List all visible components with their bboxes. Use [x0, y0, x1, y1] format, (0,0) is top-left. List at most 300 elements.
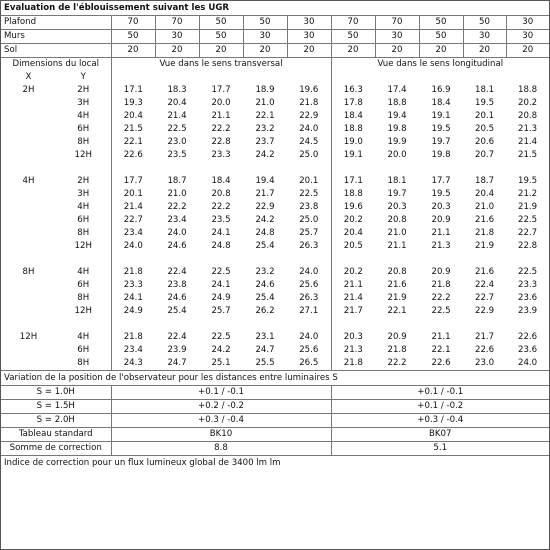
ugr-transversal-value: 21.1: [211, 111, 231, 121]
table-row: [1, 110, 549, 123]
variation-row-transversal: +0.1 / -0.1: [111, 386, 331, 400]
ugr-transversal-value: 23.0: [167, 137, 187, 147]
ugr-longitudinal-value: 19.5: [517, 176, 538, 186]
dimensions-label: Dimensions du local: [1, 58, 111, 72]
ugr-transversal-value: 18.4: [211, 176, 231, 186]
ugr-transversal-value: 19.4: [255, 176, 275, 186]
correction-row: [1, 442, 549, 456]
ugr-longitudinal-value: 20.2: [517, 98, 538, 108]
ugr-longitudinal-value: 19.9: [387, 137, 407, 147]
ugr-transversal-value: 20.0: [211, 98, 231, 108]
ugr-transversal-value: 21.8: [299, 98, 319, 108]
header-value: 30: [506, 30, 549, 44]
ugr-transversal-value: 21.0: [167, 189, 187, 199]
table-row: [1, 136, 549, 149]
ugr-longitudinal-value: 19.5: [474, 98, 495, 108]
ugr-longitudinal-value: 23.9: [517, 306, 538, 316]
room-x: [1, 188, 56, 201]
ugr-transversal-value: 22.5: [211, 332, 231, 342]
ugr-longitudinal-value: 19.6: [331, 201, 375, 214]
ugr-transversal-value: 23.3: [211, 150, 231, 160]
variation-row: [1, 400, 549, 414]
header-value: 20: [199, 44, 243, 58]
header-value: 70: [331, 16, 375, 30]
ugr-transversal-value: 25.4: [255, 293, 275, 303]
ugr-transversal-value: 24.1: [211, 228, 231, 238]
ugr-longitudinal-value: 21.8: [431, 280, 451, 290]
variation-row: [1, 414, 549, 428]
ugr-longitudinal-value: 19.1: [431, 111, 451, 121]
ugr-transversal-value: 23.2: [255, 124, 275, 134]
ugr-longitudinal-value: 22.7: [474, 293, 495, 303]
ugr-transversal-value: 25.5: [255, 358, 275, 368]
ugr-longitudinal-value: 18.7: [474, 176, 495, 186]
ugr-transversal-value: 17.7: [211, 85, 231, 95]
header-row: [1, 30, 549, 44]
ugr-transversal-value: 21.5: [111, 123, 155, 136]
ugr-transversal-value: 18.7: [167, 176, 187, 186]
header-value: 20: [506, 44, 549, 58]
header-value: 20: [331, 44, 375, 58]
room-y: 3H: [77, 98, 90, 108]
ugr-longitudinal-value: 23.6: [517, 293, 538, 303]
ugr-longitudinal-value: 21.3: [331, 344, 375, 357]
ugr-longitudinal-value: 20.8: [387, 215, 407, 225]
variation-row: [1, 386, 549, 400]
variation-row-longitudinal: +0.3 / -0.4: [331, 414, 549, 428]
ugr-longitudinal-value: 21.9: [387, 293, 407, 303]
ugr-longitudinal-value: 18.8: [331, 188, 375, 201]
header-value: 20: [375, 44, 419, 58]
ugr-transversal-value: 21.8: [111, 266, 155, 279]
ugr-transversal-value: 22.1: [111, 136, 155, 149]
ugr-longitudinal-value: 21.0: [474, 202, 495, 212]
table-row: [1, 279, 549, 292]
header-value: 20: [111, 44, 155, 58]
ugr-longitudinal-value: 23.3: [517, 280, 538, 290]
footnote: Indice de correction pour un flux lumineux global de 3400 lm lm: [1, 455, 549, 470]
table-row: [1, 305, 549, 318]
ugr-longitudinal-value: 22.2: [387, 358, 407, 368]
ugr-longitudinal-value: 21.7: [331, 305, 375, 318]
ugr-transversal-value: 22.6: [111, 149, 155, 162]
ugr-longitudinal-value: 20.7: [474, 150, 495, 160]
ugr-longitudinal-value: 20.3: [331, 331, 375, 344]
ugr-transversal-value: 23.5: [211, 215, 231, 225]
ugr-transversal-value: 25.4: [255, 241, 275, 251]
header-value: 50: [419, 16, 463, 30]
ugr-transversal-value: 21.4: [167, 111, 187, 121]
header-value: 30: [375, 30, 419, 44]
ugr-transversal-value: 27.1: [299, 306, 319, 316]
room-y: 12H: [74, 306, 92, 316]
ugr-transversal-value: 20.8: [211, 189, 231, 199]
ugr-longitudinal-value: 19.7: [431, 137, 451, 147]
variation-row-longitudinal: +0.1 / -0.1: [331, 386, 549, 400]
ugr-transversal-value: 24.2: [255, 215, 275, 225]
ugr-longitudinal-value: 22.1: [431, 345, 451, 355]
ugr-transversal-value: 18.3: [167, 85, 187, 95]
transversal-label: Vue dans le sens transversal: [111, 58, 331, 72]
ugr-transversal-value: 25.0: [299, 150, 319, 160]
ugr-longitudinal-value: 20.5: [474, 124, 495, 134]
ugr-longitudinal-value: 21.6: [474, 215, 495, 225]
ugr-longitudinal-value: 19.7: [387, 189, 407, 199]
ugr-transversal-value: 22.5: [167, 124, 187, 134]
ugr-longitudinal-value: 24.0: [517, 358, 538, 368]
ugr-transversal-value: 23.8: [167, 280, 187, 290]
ugr-longitudinal-value: 19.8: [431, 150, 451, 160]
ugr-longitudinal-value: 21.0: [387, 228, 407, 238]
room-x: [1, 110, 56, 123]
room-x: [1, 201, 56, 214]
header-value: 20: [463, 44, 506, 58]
ugr-longitudinal-value: 21.1: [431, 228, 451, 238]
standard-row-transversal: BK10: [111, 428, 331, 442]
table-row: [1, 175, 549, 188]
room-y: 6H: [77, 124, 90, 134]
ugr-longitudinal-value: 21.6: [474, 267, 495, 277]
room-x: [1, 279, 56, 292]
ugr-transversal-value: 22.4: [167, 267, 187, 277]
room-x: [1, 97, 56, 110]
ugr-transversal-value: 22.5: [211, 267, 231, 277]
spacer-row: [1, 318, 549, 331]
table-row: [1, 188, 549, 201]
room-y: 6H: [77, 280, 90, 290]
ugr-transversal-value: 21.7: [255, 189, 275, 199]
header-row-label: Plafond: [4, 17, 37, 27]
ugr-transversal-value: 22.1: [255, 111, 275, 121]
ugr-longitudinal-value: 21.2: [517, 189, 538, 199]
ugr-transversal-value: 22.2: [167, 202, 187, 212]
ugr-transversal-value: 23.2: [255, 267, 275, 277]
ugr-transversal-value: 26.3: [299, 293, 319, 303]
ugr-transversal-value: 26.5: [299, 358, 319, 368]
ugr-transversal-value: 24.0: [299, 332, 319, 342]
ugr-transversal-value: 24.7: [167, 358, 187, 368]
room-y: 6H: [77, 215, 90, 225]
ugr-longitudinal-value: 20.3: [431, 202, 451, 212]
ugr-longitudinal-value: 19.5: [431, 189, 451, 199]
ugr-transversal-value: 22.2: [211, 202, 231, 212]
room-y: 6H: [77, 345, 90, 355]
ugr-longitudinal-value: 20.2: [331, 214, 375, 227]
standard-row-longitudinal: BK07: [331, 428, 549, 442]
header-value: 50: [199, 30, 243, 44]
ugr-longitudinal-value: 22.9: [474, 306, 495, 316]
header-row: [1, 44, 549, 58]
sheet-title: Evaluation de l'éblouissement suivant les UGR: [1, 1, 549, 16]
ugr-transversal-value: 22.8: [211, 137, 231, 147]
ugr-transversal-value: 24.9: [211, 293, 231, 303]
ugr-longitudinal-value: 16.9: [431, 85, 451, 95]
ugr-longitudinal-value: 19.1: [331, 149, 375, 162]
ugr-longitudinal-value: 22.1: [387, 306, 407, 316]
variation-row-label: S = 2.0H: [1, 414, 111, 428]
header-row-label: Sol: [1, 44, 111, 58]
ugr-transversal-value: 23.8: [299, 202, 319, 212]
ugr-longitudinal-value: 21.3: [517, 124, 538, 134]
room-y: 8H: [77, 228, 90, 238]
room-x: [1, 214, 56, 227]
room-y: 2H: [77, 176, 90, 186]
ugr-transversal-value: 24.8: [255, 228, 275, 238]
room-y: 4H: [77, 267, 90, 277]
room-y: 3H: [77, 189, 90, 199]
table-row: [1, 331, 549, 344]
ugr-transversal-value: 21.0: [255, 98, 275, 108]
ugr-longitudinal-value: 20.8: [517, 111, 538, 121]
correction-row-label: Somme de correction: [1, 442, 111, 456]
header-value: 30: [463, 30, 506, 44]
table-row: [1, 123, 549, 136]
ugr-transversal-value: 25.6: [299, 280, 319, 290]
table-row: [1, 292, 549, 305]
ugr-transversal-value: 23.5: [167, 150, 187, 160]
standard-row-label: Tableau standard: [1, 428, 111, 442]
correction-row-longitudinal: 5.1: [331, 442, 549, 456]
ugr-transversal-value: 22.2: [211, 124, 231, 134]
longitudinal-label: Vue dans le sens longitudinal: [331, 58, 549, 72]
ugr-transversal-value: 26.3: [299, 241, 319, 251]
ugr-longitudinal-value: 20.5: [331, 240, 375, 253]
variation-title: Variation de la position de l'observateur pour les distances entre luminaires S: [1, 370, 549, 385]
ugr-transversal-value: 22.9: [255, 202, 275, 212]
room-y: 8H: [77, 358, 90, 368]
table-row: [1, 266, 549, 279]
ugr-transversal-value: 22.9: [299, 111, 319, 121]
ugr-longitudinal-value: 22.8: [517, 241, 538, 251]
ugr-longitudinal-value: 18.4: [331, 110, 375, 123]
room-x: [1, 292, 56, 305]
table-row: [1, 84, 549, 97]
header-value: 30: [506, 16, 549, 30]
ugr-transversal-value: 24.0: [111, 240, 155, 253]
ugr-transversal-value: 20.1: [299, 176, 319, 186]
ugr-transversal-value: 26.2: [255, 306, 275, 316]
ugr-longitudinal-value: 21.9: [474, 241, 495, 251]
ugr-longitudinal-value: 21.1: [331, 279, 375, 292]
ugr-transversal-value: 20.4: [111, 110, 155, 123]
x-axis-label: X: [25, 72, 32, 82]
ugr-longitudinal-value: 20.1: [474, 111, 495, 121]
room-x: 12H: [19, 332, 38, 342]
variation-row-longitudinal: +0.1 / -0.2: [331, 400, 549, 414]
ugr-longitudinal-value: 19.4: [387, 111, 407, 121]
ugr-longitudinal-value: 22.5: [431, 306, 451, 316]
ugr-longitudinal-value: 18.4: [431, 98, 451, 108]
room-x: [1, 227, 56, 240]
header-value: 50: [199, 16, 243, 30]
ugr-longitudinal-value: 22.7: [517, 228, 538, 238]
room-y: 8H: [77, 293, 90, 303]
ugr-transversal-value: 24.0: [299, 124, 319, 134]
header-value: 30: [155, 30, 199, 44]
ugr-transversal-value: 23.1: [255, 332, 275, 342]
ugr-transversal-value: 24.1: [111, 292, 155, 305]
ugr-longitudinal-value: 18.8: [387, 98, 407, 108]
ugr-longitudinal-value: 20.9: [387, 332, 407, 342]
header-value: 20: [243, 44, 287, 58]
table-row: [1, 214, 549, 227]
ugr-transversal-value: 24.0: [299, 267, 319, 277]
ugr-longitudinal-value: 21.3: [431, 241, 451, 251]
header-row-label: Murs: [1, 30, 111, 44]
ugr-longitudinal-value: 20.6: [474, 137, 495, 147]
header-value: 30: [287, 30, 331, 44]
ugr-longitudinal-value: 20.4: [331, 227, 375, 240]
ugr-transversal-value: 25.4: [167, 306, 187, 316]
ugr-transversal-value: 25.0: [299, 215, 319, 225]
ugr-longitudinal-value: 21.6: [387, 280, 407, 290]
ugr-transversal-value: 24.5: [299, 137, 319, 147]
ugr-longitudinal-value: 22.5: [517, 215, 538, 225]
ugr-longitudinal-value: 20.4: [474, 189, 495, 199]
header-value: 70: [111, 16, 155, 30]
header-value: 30: [287, 16, 331, 30]
ugr-longitudinal-value: 21.8: [474, 228, 495, 238]
room-y: 2H: [77, 85, 90, 95]
ugr-longitudinal-value: 18.8: [517, 85, 538, 95]
ugr-longitudinal-value: 20.0: [387, 150, 407, 160]
ugr-transversal-value: 22.4: [167, 332, 187, 342]
ugr-transversal-value: 23.7: [255, 137, 275, 147]
room-y: 12H: [74, 150, 92, 160]
ugr-transversal-value: 25.1: [211, 358, 231, 368]
ugr-longitudinal-value: 21.8: [331, 357, 375, 370]
table-row: [1, 240, 549, 253]
room-x: [1, 305, 56, 318]
ugr-longitudinal-value: 17.7: [431, 176, 451, 186]
header-value: 50: [243, 16, 287, 30]
table-row: [1, 357, 549, 370]
ugr-transversal-value: 24.8: [211, 241, 231, 251]
room-x: [1, 344, 56, 357]
room-y: 12H: [74, 241, 92, 251]
ugr-transversal-value: 25.6: [299, 345, 319, 355]
ugr-longitudinal-value: 17.8: [331, 97, 375, 110]
room-x: 4H: [22, 176, 35, 186]
room-x: 8H: [22, 267, 35, 277]
room-y: 8H: [77, 137, 90, 147]
table-row: [1, 201, 549, 214]
ugr-longitudinal-value: 22.6: [474, 345, 495, 355]
header-value: 70: [375, 16, 419, 30]
header-value: 70: [155, 16, 199, 30]
ugr-transversal-value: 17.1: [111, 84, 155, 97]
variation-table: [1, 385, 549, 455]
ugr-transversal-value: 20.4: [167, 98, 187, 108]
ugr-longitudinal-value: 23.0: [474, 358, 495, 368]
ugr-transversal-value: 24.3: [111, 357, 155, 370]
room-x: [1, 123, 56, 136]
header-value: 50: [331, 30, 375, 44]
variation-row-transversal: +0.3 / -0.4: [111, 414, 331, 428]
ugr-longitudinal-value: 19.5: [431, 124, 451, 134]
ugr-transversal-value: 19.3: [111, 97, 155, 110]
ugr-transversal-value: 24.6: [255, 280, 275, 290]
ugr-longitudinal-value: 21.7: [474, 332, 495, 342]
ugr-transversal-value: 25.7: [211, 306, 231, 316]
ugr-longitudinal-value: 22.4: [474, 280, 495, 290]
ugr-longitudinal-value: 18.1: [474, 85, 495, 95]
header-value: 20: [155, 44, 199, 58]
ugr-longitudinal-value: 18.8: [331, 123, 375, 136]
ugr-longitudinal-value: 20.9: [431, 215, 451, 225]
ugr-transversal-value: 23.3: [111, 279, 155, 292]
ugr-longitudinal-value: 21.8: [387, 345, 407, 355]
ugr-transversal-value: 24.6: [167, 293, 187, 303]
standard-row: [1, 428, 549, 442]
ugr-transversal-value: 23.4: [111, 344, 155, 357]
ugr-longitudinal-value: 16.3: [331, 84, 375, 97]
header-value: 20: [287, 44, 331, 58]
header-value: 50: [419, 30, 463, 44]
room-x: 2H: [22, 85, 35, 95]
ugr-transversal-value: 17.7: [111, 175, 155, 188]
ugr-transversal-value: 21.4: [111, 201, 155, 214]
spacer-row: [1, 162, 549, 175]
ugr-longitudinal-value: 22.6: [431, 358, 451, 368]
ugr-longitudinal-value: 22.5: [517, 267, 538, 277]
ugr-longitudinal-value: 18.1: [387, 176, 407, 186]
ugr-transversal-value: 24.2: [211, 345, 231, 355]
spacer-row: [1, 253, 549, 266]
ugr-transversal-value: 24.2: [255, 150, 275, 160]
header-row: [1, 16, 549, 30]
variation-row-label: S = 1.0H: [1, 386, 111, 400]
header-value: 20: [419, 44, 463, 58]
table-row: [1, 149, 549, 162]
variation-row-label: S = 1.5H: [1, 400, 111, 414]
ugr-longitudinal-value: 17.4: [387, 85, 407, 95]
room-x: [1, 240, 56, 253]
ugr-transversal-value: 18.9: [255, 85, 275, 95]
ugr-transversal-value: 24.1: [211, 280, 231, 290]
ugr-transversal-value: 25.7: [299, 228, 319, 238]
ugr-longitudinal-value: 17.1: [331, 175, 375, 188]
ugr-longitudinal-value: 21.1: [387, 241, 407, 251]
y-axis-label: Y: [80, 72, 86, 82]
ugr-transversal-value: 22.5: [299, 189, 319, 199]
ugr-longitudinal-value: 21.4: [331, 292, 375, 305]
ugr-transversal-value: 21.8: [111, 331, 155, 344]
header-value: 50: [463, 16, 506, 30]
ugr-transversal-value: 19.6: [299, 85, 319, 95]
correction-row-transversal: 8.8: [111, 442, 331, 456]
ugr-values-table: [1, 57, 549, 370]
ugr-transversal-value: 23.4: [167, 215, 187, 225]
header-table: [1, 16, 549, 57]
ugr-transversal-value: 23.4: [111, 227, 155, 240]
ugr-longitudinal-value: 21.4: [517, 137, 538, 147]
ugr-longitudinal-value: 21.1: [431, 332, 451, 342]
ugr-transversal-value: 24.6: [167, 241, 187, 251]
room-x: [1, 136, 56, 149]
header-value: 30: [243, 30, 287, 44]
room-y: 4H: [77, 332, 90, 342]
room-x: [1, 149, 56, 162]
ugr-longitudinal-value: 21.9: [517, 202, 538, 212]
table-row: [1, 97, 549, 110]
room-x: [1, 357, 56, 370]
ugr-longitudinal-value: 20.3: [387, 202, 407, 212]
room-y: 4H: [77, 111, 90, 121]
ugr-transversal-value: 23.9: [167, 345, 187, 355]
header-value: 50: [111, 30, 155, 44]
ugr-longitudinal-value: 22.2: [431, 293, 451, 303]
